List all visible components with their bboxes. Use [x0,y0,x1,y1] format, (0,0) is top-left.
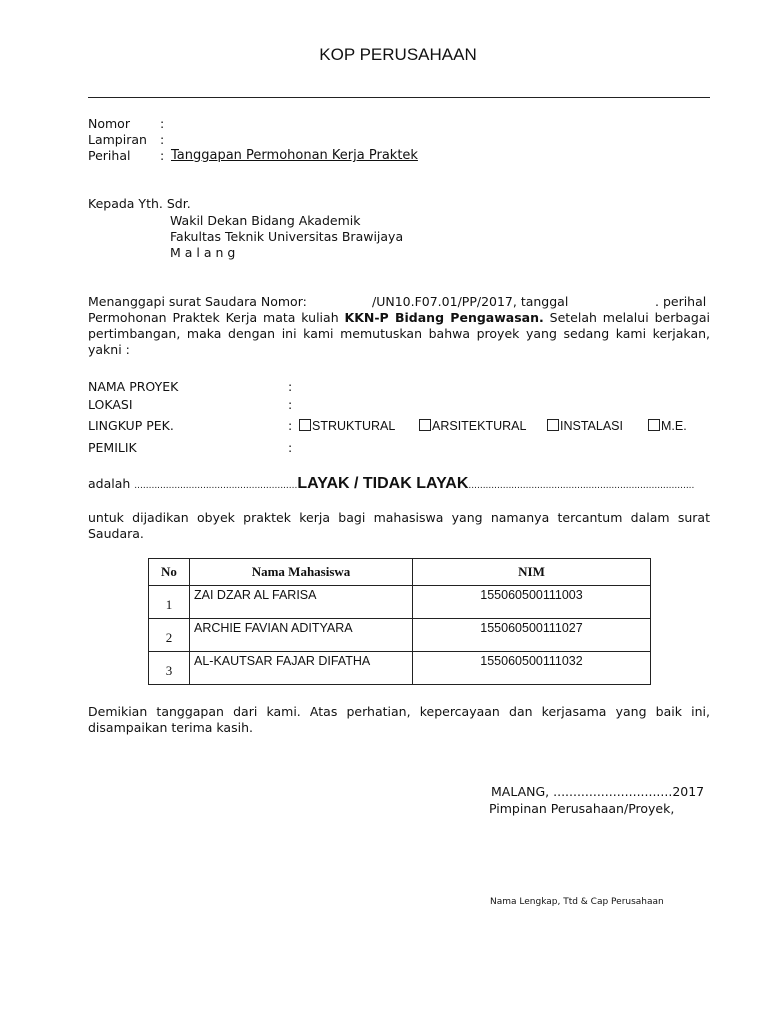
header-nim: NIM [413,559,651,586]
row-name: ARCHIE FAVIAN ADITYARA [190,619,413,652]
body2-line2: Saudara. [88,526,144,541]
pemilik-label: PEMILIK [88,440,137,455]
body-p1-part1: Menanggapi surat Saudara Nomor: [88,294,307,309]
perihal-value: Tanggapan Permohonan Kerja Praktek [171,148,418,163]
body-p1-line4: yakni : [88,342,130,357]
header-divider [88,97,710,98]
decision-prefix: adalah [88,476,131,491]
decision-value: LAYAK / TIDAK LAYAK [297,475,469,492]
option-me[interactable] [648,419,687,433]
lokasi-label: LOKASI [88,397,133,412]
body-p1-line2 [88,310,710,326]
table-row [149,652,651,685]
header-nama: Nama Mahasiswa [190,559,413,586]
signature-role: Pimpinan Perusahaan/Proyek, [489,801,675,816]
row-no: 3 [149,652,190,685]
recipient-greeting: Kepada Yth. Sdr. [88,196,191,211]
lingkup-label: LINGKUP PEK. [88,418,174,433]
nomor-label: Nomor [88,116,130,131]
decision-line [88,474,694,496]
option-arsitektural[interactable] [419,419,526,433]
closing-line1: Demikian tanggapan dari kami. Atas perhatian, kepercayaan dan kerjasama yang baik ini, [88,704,710,719]
lampiran-colon: : [160,132,165,147]
row-nim: 155060500111027 [413,619,651,652]
signature-note: Nama Lengkap, Ttd & Cap Perusahaan [490,897,664,907]
lokasi-colon: : [288,397,293,412]
decision-dots-left: ......................................................... [134,481,298,491]
table-row [149,619,651,652]
page-title: KOP PERUSAHAAN [319,45,477,64]
checkbox-icon[interactable] [648,419,660,431]
option-struktural-label: STRUKTURAL [312,419,396,433]
row-nim: 155060500111032 [413,652,651,685]
row-nim: 155060500111003 [413,586,651,619]
course-name: KKN-P Bidang Pengawasan. [344,310,544,325]
recipient-line-3: M a l a n g [170,245,236,260]
recipient-line-2: Fakultas Teknik Universitas Brawijaya [170,229,404,244]
body2-line1: untuk dijadikan obyek praktek kerja bagi mahasiswa yang namanya tercantum dalam surat [88,510,710,525]
body-p1-ref: /UN10.F07.01/PP/2017, tanggal [372,294,569,309]
table-header-row [149,559,651,586]
lingkup-colon: : [288,418,293,433]
decision-dots-right: ............................................................................... [468,481,695,491]
signature-place-date: MALANG, ..............................2017 [491,784,705,799]
option-instalasi-label: INSTALASI [560,419,623,433]
pemilik-colon: : [288,440,293,455]
option-me-label: M.E. [661,419,687,433]
row-name: AL-KAUTSAR FAJAR DIFATHA [190,652,413,685]
option-arsitektural-label: ARSITEKTURAL [432,419,527,433]
body-p1-line2-start: Permohonan Praktek Kerja mata kuliah [88,310,339,325]
table-row [149,586,651,619]
body-p1-part2: . perihal [655,294,707,309]
body-p1-line2-end: Setelah melalui berbagai [549,310,710,325]
nama-proyek-label: NAMA PROYEK [88,379,179,394]
recipient-line-1: Wakil Dekan Bidang Akademik [170,213,361,228]
lampiran-label: Lampiran [88,132,147,147]
row-name: ZAI DZAR AL FARISA [190,586,413,619]
header-no: No [149,559,190,586]
perihal-colon: : [160,148,165,163]
option-instalasi[interactable] [547,419,623,433]
row-no: 1 [149,586,190,619]
perihal-label: Perihal [88,148,131,163]
option-struktural[interactable] [299,419,395,433]
students-table [148,558,651,685]
row-no: 2 [149,619,190,652]
checkbox-icon[interactable] [419,419,431,431]
checkbox-icon[interactable] [547,419,559,431]
nomor-colon: : [160,116,165,131]
checkbox-icon[interactable] [299,419,311,431]
closing-line2: disampaikan terima kasih. [88,720,253,735]
body-p1-line3: pertimbangan, maka dengan ini kami memutuskan bahwa proyek yang sedang kami kerjakan, [88,326,710,341]
nama-proyek-colon: : [288,379,293,394]
